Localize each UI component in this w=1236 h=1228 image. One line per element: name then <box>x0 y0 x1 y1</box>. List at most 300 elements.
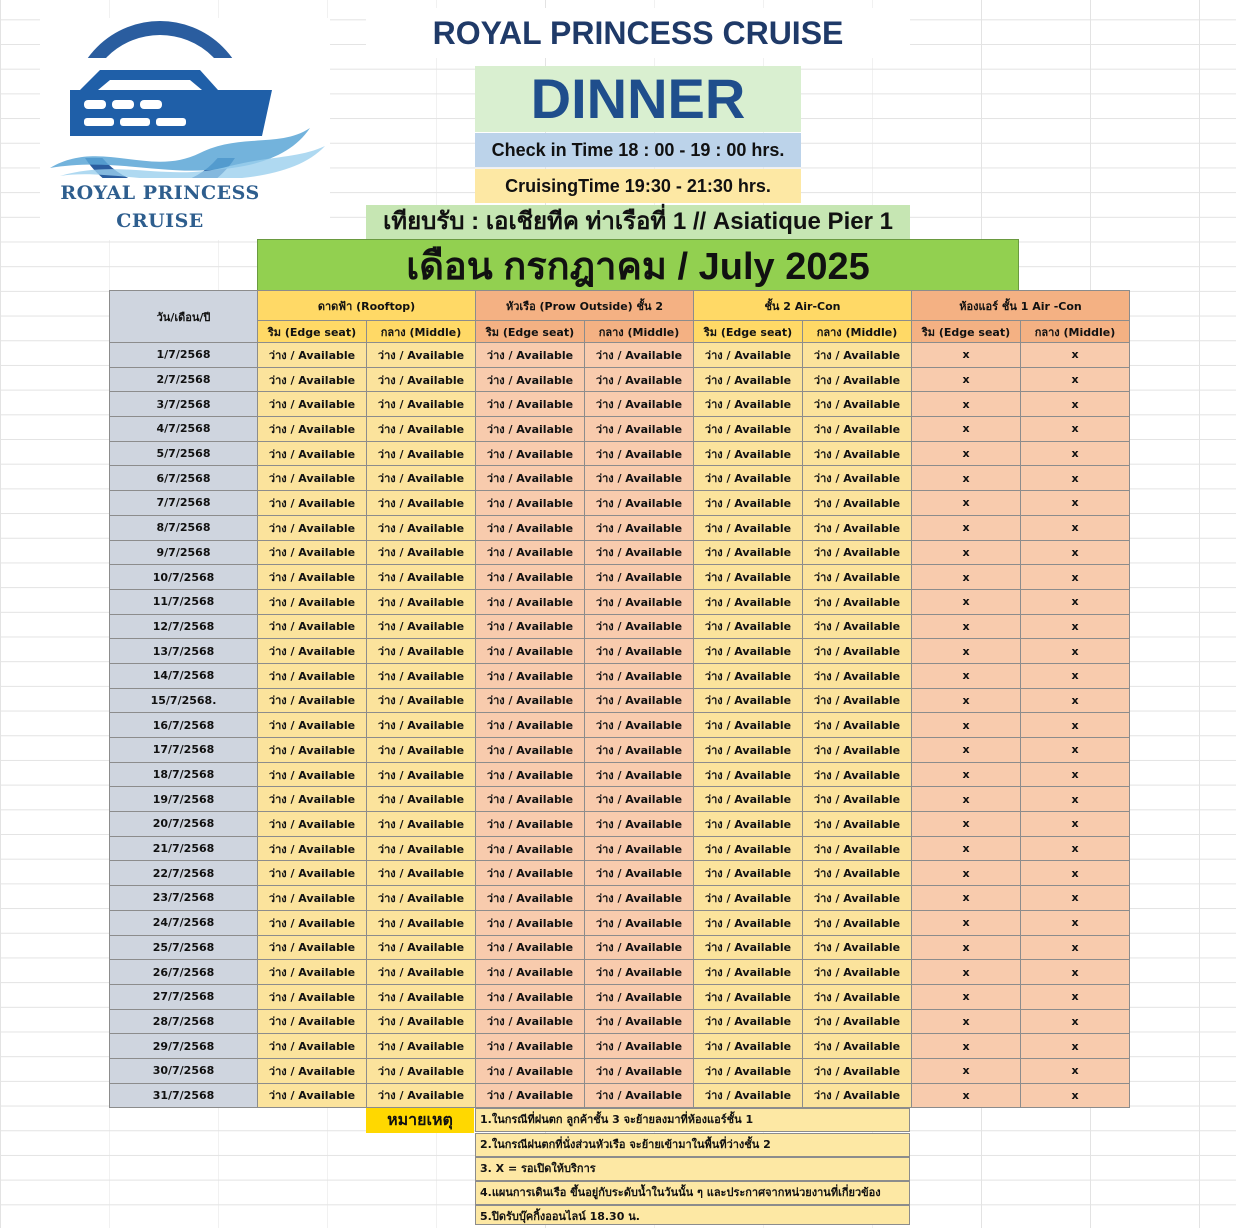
availability-cell: ว่าง / Available <box>694 935 803 960</box>
availability-cell: ว่าง / Available <box>803 688 912 713</box>
availability-cell: ว่าง / Available <box>367 935 476 960</box>
cruising-time: CruisingTime 19:30 - 21:30 hrs. <box>475 169 801 203</box>
availability-cell: ว่าง / Available <box>258 441 367 466</box>
unavailable-mark: x <box>912 1009 1021 1034</box>
availability-cell: ว่าง / Available <box>258 392 367 417</box>
availability-cell: ว่าง / Available <box>694 417 803 442</box>
availability-cell: ว่าง / Available <box>694 688 803 713</box>
availability-cell: ว่าง / Available <box>585 392 694 417</box>
unavailable-mark: x <box>912 836 1021 861</box>
unavailable-mark: x <box>912 663 1021 688</box>
availability-cell: ว่าง / Available <box>694 713 803 738</box>
availability-cell: ว่าง / Available <box>258 417 367 442</box>
date-cell: 7/7/2568 <box>110 491 258 516</box>
subheader-aircon1-middle: กลาง (Middle) <box>1021 321 1130 343</box>
availability-cell: ว่าง / Available <box>585 910 694 935</box>
availability-cell: ว่าง / Available <box>367 1083 476 1108</box>
availability-cell: ว่าง / Available <box>694 392 803 417</box>
table-row <box>110 441 1130 466</box>
date-cell: 18/7/2568 <box>110 762 258 787</box>
availability-cell: ว่าง / Available <box>803 565 912 590</box>
table-row <box>110 466 1130 491</box>
availability-cell: ว่าง / Available <box>585 589 694 614</box>
availability-cell: ว่าง / Available <box>803 861 912 886</box>
date-cell: 26/7/2568 <box>110 960 258 985</box>
unavailable-mark: x <box>1021 466 1130 491</box>
table-row <box>110 1083 1130 1108</box>
unavailable-mark: x <box>1021 663 1130 688</box>
availability-cell: ว่าง / Available <box>367 1009 476 1034</box>
availability-cell: ว่าง / Available <box>258 1009 367 1034</box>
unavailable-mark: x <box>1021 1083 1130 1108</box>
group-header-rooftop: ดาดฟ้า (Rooftop) <box>258 291 476 321</box>
availability-cell: ว่าง / Available <box>258 836 367 861</box>
availability-cell: ว่าง / Available <box>694 762 803 787</box>
date-cell: 12/7/2568 <box>110 614 258 639</box>
unavailable-mark: x <box>1021 886 1130 911</box>
availability-cell: ว่าง / Available <box>694 515 803 540</box>
date-cell: 8/7/2568 <box>110 515 258 540</box>
availability-cell: ว่าง / Available <box>694 491 803 516</box>
unavailable-mark: x <box>912 1058 1021 1083</box>
date-cell: 29/7/2568 <box>110 1034 258 1059</box>
availability-cell: ว่าง / Available <box>367 589 476 614</box>
unavailable-mark: x <box>1021 540 1130 565</box>
unavailable-mark: x <box>1021 910 1130 935</box>
unavailable-mark: x <box>1021 984 1130 1009</box>
table-row <box>110 861 1130 886</box>
availability-cell: ว่าง / Available <box>803 762 912 787</box>
availability-cell: ว่าง / Available <box>585 787 694 812</box>
unavailable-mark: x <box>1021 417 1130 442</box>
unavailable-mark: x <box>912 1083 1021 1108</box>
unavailable-mark: x <box>1021 812 1130 837</box>
table-row <box>110 663 1130 688</box>
availability-cell: ว่าง / Available <box>476 738 585 763</box>
availability-cell: ว่าง / Available <box>803 910 912 935</box>
unavailable-mark: x <box>912 812 1021 837</box>
availability-cell: ว่าง / Available <box>258 762 367 787</box>
table-row <box>110 417 1130 442</box>
availability-cell: ว่าง / Available <box>367 417 476 442</box>
unavailable-mark: x <box>1021 441 1130 466</box>
table-row <box>110 738 1130 763</box>
availability-cell: ว่าง / Available <box>367 663 476 688</box>
availability-cell: ว่าง / Available <box>803 935 912 960</box>
date-cell: 13/7/2568 <box>110 639 258 664</box>
unavailable-mark: x <box>1021 343 1130 368</box>
availability-cell: ว่าง / Available <box>476 1009 585 1034</box>
unavailable-mark: x <box>912 614 1021 639</box>
availability-cell: ว่าง / Available <box>367 614 476 639</box>
availability-cell: ว่าง / Available <box>258 960 367 985</box>
availability-cell: ว่าง / Available <box>258 343 367 368</box>
unavailable-mark: x <box>912 589 1021 614</box>
table-row <box>110 367 1130 392</box>
availability-cell: ว่าง / Available <box>803 441 912 466</box>
availability-cell: ว่าง / Available <box>694 1009 803 1034</box>
table-row <box>110 935 1130 960</box>
availability-cell: ว่าง / Available <box>803 392 912 417</box>
availability-cell: ว่าง / Available <box>585 367 694 392</box>
unavailable-mark: x <box>1021 565 1130 590</box>
availability-cell: ว่าง / Available <box>803 787 912 812</box>
availability-cell: ว่าง / Available <box>476 812 585 837</box>
availability-cell: ว่าง / Available <box>258 515 367 540</box>
availability-cell: ว่าง / Available <box>476 787 585 812</box>
availability-cell: ว่าง / Available <box>803 589 912 614</box>
unavailable-mark: x <box>912 910 1021 935</box>
date-cell: 23/7/2568 <box>110 886 258 911</box>
unavailable-mark: x <box>912 441 1021 466</box>
availability-cell: ว่าง / Available <box>258 861 367 886</box>
unavailable-mark: x <box>1021 491 1130 516</box>
note-item: 1.ในกรณีที่ฝนตก ลูกค้าชั้น 3 จะย้ายลงมาที่ห้องแอร์ชั้น 1 <box>475 1108 910 1132</box>
availability-cell: ว่าง / Available <box>367 515 476 540</box>
availability-cell: ว่าง / Available <box>367 984 476 1009</box>
unavailable-mark: x <box>912 1034 1021 1059</box>
availability-cell: ว่าง / Available <box>258 713 367 738</box>
availability-cell: ว่าง / Available <box>476 343 585 368</box>
availability-cell: ว่าง / Available <box>367 392 476 417</box>
availability-cell: ว่าง / Available <box>585 417 694 442</box>
availability-cell: ว่าง / Available <box>803 663 912 688</box>
availability-cell: ว่าง / Available <box>258 639 367 664</box>
availability-cell: ว่าง / Available <box>258 663 367 688</box>
availability-cell: ว่าง / Available <box>694 367 803 392</box>
availability-cell: ว่าง / Available <box>476 663 585 688</box>
unavailable-mark: x <box>912 565 1021 590</box>
availability-cell: ว่าง / Available <box>367 1034 476 1059</box>
table-row <box>110 1034 1130 1059</box>
availability-cell: ว่าง / Available <box>476 639 585 664</box>
availability-cell: ว่าง / Available <box>585 738 694 763</box>
availability-cell: ว่าง / Available <box>367 960 476 985</box>
availability-cell: ว่าง / Available <box>476 515 585 540</box>
availability-cell: ว่าง / Available <box>367 836 476 861</box>
availability-cell: ว่าง / Available <box>367 466 476 491</box>
subheader-aircon2-middle: กลาง (Middle) <box>803 321 912 343</box>
unavailable-mark: x <box>1021 713 1130 738</box>
table-row <box>110 688 1130 713</box>
unavailable-mark: x <box>912 367 1021 392</box>
availability-cell: ว่าง / Available <box>476 935 585 960</box>
date-cell: 19/7/2568 <box>110 787 258 812</box>
availability-cell: ว่าง / Available <box>694 787 803 812</box>
unavailable-mark: x <box>912 540 1021 565</box>
subheader-aircon2-edge: ริม (Edge seat) <box>694 321 803 343</box>
note-item: 2.ในกรณีฝนตกที่นั่งส่วนหัวเรือ จะย้ายเข้ามาในพื้นที่ว่างชั้น 2 <box>475 1133 910 1157</box>
date-cell: 1/7/2568 <box>110 343 258 368</box>
availability-cell: ว่าง / Available <box>367 565 476 590</box>
availability-cell: ว่าง / Available <box>476 466 585 491</box>
unavailable-mark: x <box>1021 836 1130 861</box>
date-column-header: วัน/เดือน/ปี <box>110 291 258 343</box>
unavailable-mark: x <box>912 515 1021 540</box>
checkin-time: Check in Time 18 : 00 - 19 : 00 hrs. <box>475 133 801 167</box>
availability-cell: ว่าง / Available <box>585 1034 694 1059</box>
unavailable-mark: x <box>912 787 1021 812</box>
unavailable-mark: x <box>1021 738 1130 763</box>
availability-cell: ว่าง / Available <box>585 861 694 886</box>
availability-cell: ว่าง / Available <box>585 466 694 491</box>
pier-info: เทียบรับ : เอเชียทีค ท่าเรือที่ 1 // Asiatique Pier 1 <box>366 205 910 239</box>
availability-cell: ว่าง / Available <box>258 1058 367 1083</box>
availability-cell: ว่าง / Available <box>476 1058 585 1083</box>
meal-banner: DINNER <box>475 66 801 132</box>
availability-cell: ว่าง / Available <box>803 639 912 664</box>
note-item: 3. X = รอเปิดให้บริการ <box>475 1157 910 1181</box>
unavailable-mark: x <box>912 886 1021 911</box>
availability-cell: ว่าง / Available <box>803 614 912 639</box>
availability-cell: ว่าง / Available <box>803 343 912 368</box>
unavailable-mark: x <box>1021 1058 1130 1083</box>
availability-cell: ว่าง / Available <box>585 688 694 713</box>
date-cell: 25/7/2568 <box>110 935 258 960</box>
availability-cell: ว่าง / Available <box>694 540 803 565</box>
availability-cell: ว่าง / Available <box>476 836 585 861</box>
availability-cell: ว่าง / Available <box>803 1034 912 1059</box>
subheader-prow-edge: ริม (Edge seat) <box>476 321 585 343</box>
availability-cell: ว่าง / Available <box>367 738 476 763</box>
table-row <box>110 910 1130 935</box>
availability-cell: ว่าง / Available <box>585 663 694 688</box>
availability-cell: ว่าง / Available <box>258 565 367 590</box>
unavailable-mark: x <box>912 861 1021 886</box>
unavailable-mark: x <box>912 639 1021 664</box>
availability-cell: ว่าง / Available <box>694 812 803 837</box>
availability-cell: ว่าง / Available <box>585 639 694 664</box>
availability-cell: ว่าง / Available <box>367 688 476 713</box>
date-cell: 20/7/2568 <box>110 812 258 837</box>
unavailable-mark: x <box>1021 589 1130 614</box>
availability-cell: ว่าง / Available <box>694 910 803 935</box>
table-row <box>110 762 1130 787</box>
availability-cell: ว่าง / Available <box>694 589 803 614</box>
table-row <box>110 540 1130 565</box>
availability-cell: ว่าง / Available <box>258 614 367 639</box>
unavailable-mark: x <box>912 417 1021 442</box>
availability-cell: ว่าง / Available <box>476 1034 585 1059</box>
availability-table <box>109 290 1130 1108</box>
unavailable-mark: x <box>1021 1034 1130 1059</box>
table-row <box>110 392 1130 417</box>
date-cell: 16/7/2568 <box>110 713 258 738</box>
table-row <box>110 1058 1130 1083</box>
unavailable-mark: x <box>912 738 1021 763</box>
availability-cell: ว่าง / Available <box>476 984 585 1009</box>
availability-cell: ว่าง / Available <box>258 910 367 935</box>
date-cell: 4/7/2568 <box>110 417 258 442</box>
availability-cell: ว่าง / Available <box>258 738 367 763</box>
availability-cell: ว่าง / Available <box>694 738 803 763</box>
availability-cell: ว่าง / Available <box>803 417 912 442</box>
date-cell: 3/7/2568 <box>110 392 258 417</box>
table-row <box>110 515 1130 540</box>
date-cell: 30/7/2568 <box>110 1058 258 1083</box>
availability-cell: ว่าง / Available <box>694 639 803 664</box>
availability-cell: ว่าง / Available <box>803 367 912 392</box>
availability-cell: ว่าง / Available <box>585 713 694 738</box>
table-row <box>110 960 1130 985</box>
notes-label: หมายเหตุ <box>366 1108 474 1133</box>
availability-cell: ว่าง / Available <box>585 960 694 985</box>
availability-cell: ว่าง / Available <box>803 466 912 491</box>
availability-cell: ว่าง / Available <box>803 491 912 516</box>
unavailable-mark: x <box>912 984 1021 1009</box>
availability-cell: ว่าง / Available <box>258 540 367 565</box>
availability-cell: ว่าง / Available <box>476 713 585 738</box>
unavailable-mark: x <box>912 392 1021 417</box>
logo-text-line1: ROYAL PRINCESS <box>60 182 260 204</box>
availability-cell: ว่าง / Available <box>476 910 585 935</box>
unavailable-mark: x <box>912 466 1021 491</box>
table-row <box>110 713 1130 738</box>
page-title: ROYAL PRINCESS CRUISE <box>366 8 910 58</box>
unavailable-mark: x <box>1021 787 1130 812</box>
unavailable-mark: x <box>1021 515 1130 540</box>
availability-cell: ว่าง / Available <box>694 960 803 985</box>
availability-cell: ว่าง / Available <box>476 886 585 911</box>
availability-cell: ว่าง / Available <box>367 367 476 392</box>
availability-cell: ว่าง / Available <box>585 836 694 861</box>
availability-cell: ว่าง / Available <box>258 1034 367 1059</box>
date-cell: 14/7/2568 <box>110 663 258 688</box>
availability-cell: ว่าง / Available <box>476 1083 585 1108</box>
availability-cell: ว่าง / Available <box>803 836 912 861</box>
availability-cell: ว่าง / Available <box>476 367 585 392</box>
logo <box>40 18 330 240</box>
availability-cell: ว่าง / Available <box>694 614 803 639</box>
unavailable-mark: x <box>912 688 1021 713</box>
availability-cell: ว่าง / Available <box>476 565 585 590</box>
unavailable-mark: x <box>1021 935 1130 960</box>
availability-cell: ว่าง / Available <box>694 836 803 861</box>
availability-cell: ว่าง / Available <box>585 762 694 787</box>
availability-cell: ว่าง / Available <box>694 861 803 886</box>
availability-cell: ว่าง / Available <box>585 886 694 911</box>
availability-cell: ว่าง / Available <box>803 713 912 738</box>
availability-cell: ว่าง / Available <box>694 565 803 590</box>
availability-cell: ว่าง / Available <box>694 984 803 1009</box>
date-cell: 27/7/2568 <box>110 984 258 1009</box>
availability-cell: ว่าง / Available <box>258 787 367 812</box>
availability-cell: ว่าง / Available <box>585 515 694 540</box>
availability-cell: ว่าง / Available <box>258 466 367 491</box>
date-cell: 9/7/2568 <box>110 540 258 565</box>
availability-cell: ว่าง / Available <box>803 960 912 985</box>
note-item: 5.ปิดรับบุ๊คกิ้งออนไลน์ 18.30 น. <box>475 1205 910 1225</box>
availability-cell: ว่าง / Available <box>367 762 476 787</box>
date-cell: 24/7/2568 <box>110 910 258 935</box>
date-cell: 28/7/2568 <box>110 1009 258 1034</box>
unavailable-mark: x <box>1021 762 1130 787</box>
availability-cell: ว่าง / Available <box>585 441 694 466</box>
unavailable-mark: x <box>912 935 1021 960</box>
unavailable-mark: x <box>1021 392 1130 417</box>
date-cell: 31/7/2568 <box>110 1083 258 1108</box>
availability-cell: ว่าง / Available <box>476 762 585 787</box>
availability-cell: ว่าง / Available <box>476 540 585 565</box>
unavailable-mark: x <box>1021 1009 1130 1034</box>
availability-cell: ว่าง / Available <box>476 589 585 614</box>
availability-cell: ว่าง / Available <box>476 441 585 466</box>
availability-cell: ว่าง / Available <box>367 787 476 812</box>
unavailable-mark: x <box>912 762 1021 787</box>
table-row <box>110 787 1130 812</box>
subheader-rooftop-edge: ริม (Edge seat) <box>258 321 367 343</box>
unavailable-mark: x <box>1021 639 1130 664</box>
availability-cell: ว่าง / Available <box>803 515 912 540</box>
availability-cell: ว่าง / Available <box>258 886 367 911</box>
availability-cell: ว่าง / Available <box>367 441 476 466</box>
table-row <box>110 1009 1130 1034</box>
unavailable-mark: x <box>912 343 1021 368</box>
table-row <box>110 565 1130 590</box>
availability-cell: ว่าง / Available <box>367 491 476 516</box>
date-cell: 15/7/2568. <box>110 688 258 713</box>
cruise-ship-logo-icon <box>40 18 330 178</box>
availability-cell: ว่าง / Available <box>694 441 803 466</box>
availability-cell: ว่าง / Available <box>367 343 476 368</box>
availability-cell: ว่าง / Available <box>585 491 694 516</box>
availability-cell: ว่าง / Available <box>258 935 367 960</box>
availability-cell: ว่าง / Available <box>585 1083 694 1108</box>
availability-cell: ว่าง / Available <box>258 688 367 713</box>
group-header-aircon-1: ห้องแอร์ ชั้น 1 Air -Con <box>912 291 1130 321</box>
availability-cell: ว่าง / Available <box>476 861 585 886</box>
availability-cell: ว่าง / Available <box>694 1058 803 1083</box>
availability-cell: ว่าง / Available <box>585 343 694 368</box>
date-cell: 10/7/2568 <box>110 565 258 590</box>
availability-cell: ว่าง / Available <box>585 540 694 565</box>
availability-cell: ว่าง / Available <box>258 367 367 392</box>
date-cell: 17/7/2568 <box>110 738 258 763</box>
logo-text-line2: CRUISE <box>116 210 204 232</box>
date-cell: 6/7/2568 <box>110 466 258 491</box>
availability-cell: ว่าง / Available <box>803 540 912 565</box>
availability-cell: ว่าง / Available <box>585 1058 694 1083</box>
table-row <box>110 491 1130 516</box>
availability-cell: ว่าง / Available <box>803 886 912 911</box>
availability-cell: ว่าง / Available <box>476 688 585 713</box>
note-item: 4.แผนการเดินเรือ ขึ้นอยู่กับระดับน้ำในวันนั้น ๆ และประกาศจากหน่วยงานที่เกี่ยวข้อง <box>475 1181 910 1205</box>
availability-cell: ว่าง / Available <box>367 639 476 664</box>
availability-cell: ว่าง / Available <box>367 540 476 565</box>
group-header-aircon-2: ชั้น 2 Air-Con <box>694 291 912 321</box>
availability-cell: ว่าง / Available <box>694 1034 803 1059</box>
availability-cell: ว่าง / Available <box>585 812 694 837</box>
availability-cell: ว่าง / Available <box>476 614 585 639</box>
unavailable-mark: x <box>1021 367 1130 392</box>
table-row <box>110 886 1130 911</box>
availability-cell: ว่าง / Available <box>803 1058 912 1083</box>
unavailable-mark: x <box>1021 688 1130 713</box>
table-row <box>110 589 1130 614</box>
date-cell: 11/7/2568 <box>110 589 258 614</box>
group-header-prow: หัวเรือ (Prow Outside) ชั้น 2 <box>476 291 694 321</box>
availability-cell: ว่าง / Available <box>803 738 912 763</box>
availability-cell: ว่าง / Available <box>258 812 367 837</box>
date-cell: 22/7/2568 <box>110 861 258 886</box>
table-row <box>110 343 1130 368</box>
table-row <box>110 984 1130 1009</box>
availability-cell: ว่าง / Available <box>476 491 585 516</box>
availability-cell: ว่าง / Available <box>476 392 585 417</box>
availability-cell: ว่าง / Available <box>694 663 803 688</box>
availability-cell: ว่าง / Available <box>476 417 585 442</box>
unavailable-mark: x <box>912 713 1021 738</box>
